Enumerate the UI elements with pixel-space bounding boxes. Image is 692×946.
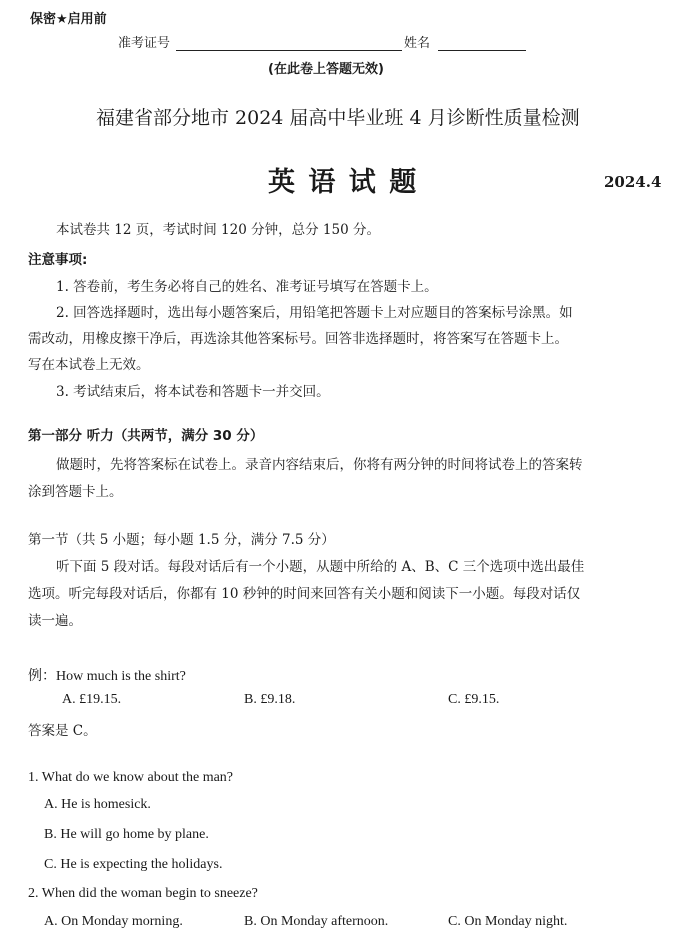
- question-2-option-c: C. On Monday night.: [448, 914, 568, 929]
- question-1-stem: 1. What do we know about the man?: [28, 770, 234, 785]
- exam-intro: 本试卷共 12 页，考试时间 120 分钟，总分 150 分。: [56, 222, 380, 238]
- part1-desc: 做题时，先将答案标在试卷上。录音内容结束后，你将有两分钟的时间将试卷上的答案转: [56, 457, 583, 473]
- notes-heading: 注意事项:: [28, 252, 88, 268]
- example-option-c: C. £9.15.: [448, 692, 500, 707]
- exam-id-label: 准考证号: [118, 36, 171, 51]
- exam-date: 2024.4: [604, 173, 662, 191]
- question-2-option-b: B. On Monday afternoon.: [244, 914, 389, 929]
- name-blank: [438, 50, 526, 51]
- section1-desc-end: 读一遍。: [28, 613, 82, 629]
- notes-item-1: 1. 答卷前，考生务必将自己的姓名、准考证号填写在答题卡上。: [56, 279, 438, 295]
- section1-desc: 听下面 5 段对话。每段对话后有一个小题，从题中所给的 A、B、C 三个选项中选出最佳: [56, 559, 585, 575]
- invalid-note: (在此卷上答题无效): [268, 62, 384, 77]
- notes-item-2-end: 写在本试卷上无效。: [28, 357, 150, 373]
- section1-desc-cont: 选项。听完每段对话后，你都有 10 秒钟的时间来回答有关小题和阅读下一小题。每段对话仅: [28, 586, 581, 602]
- example-answer: 答案是 C。: [28, 723, 97, 739]
- example-option-b: B. £9.18.: [244, 692, 296, 707]
- part1-heading: 第一部分 听力（共两节，满分 30 分）: [28, 428, 264, 444]
- exam-id-blank: [176, 50, 402, 51]
- question-2-stem: 2. When did the woman begin to sneeze?: [28, 886, 258, 901]
- question-1-option-c: C. He is expecting the holidays.: [44, 857, 223, 872]
- notes-item-2-cont: 需改动，用橡皮擦干净后，再选涂其他答案标号。回答非选择题时，将答案写在答题卡上。: [28, 331, 568, 347]
- question-1-option-a: A. He is homesick.: [44, 797, 151, 812]
- part1-desc-cont: 涂到答题卡上。: [28, 484, 123, 500]
- notes-item-2: 2. 回答选择题时，选出每小题答案后，用铅笔把答题卡上对应题目的答案标号涂黑。如: [56, 305, 573, 321]
- example-question: 例：How much is the shirt?: [28, 669, 186, 684]
- confidential-label: 保密★启用前: [30, 12, 107, 27]
- example-option-a: A. £19.15.: [62, 692, 122, 707]
- name-label: 姓名: [404, 36, 431, 51]
- exam-title: 福建省部分地市 2024 届高中毕业班 4 月诊断性质量检测: [96, 107, 580, 129]
- notes-item-3: 3. 考试结束后，将本试卷和答题卡一并交回。: [56, 384, 330, 400]
- subject-title: 英 语 试 题: [268, 167, 419, 198]
- section1-heading: 第一节（共 5 小题；每小题 1.5 分，满分 7.5 分）: [28, 532, 335, 548]
- question-1-option-b: B. He will go home by plane.: [44, 827, 209, 842]
- question-2-option-a: A. On Monday morning.: [44, 914, 183, 929]
